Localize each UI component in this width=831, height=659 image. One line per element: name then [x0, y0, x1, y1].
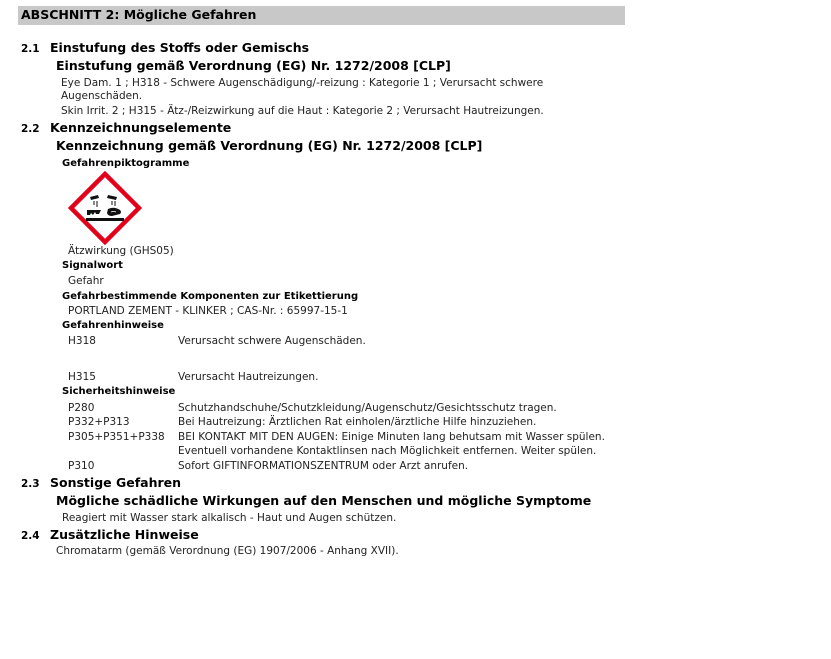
- classification-line: Skin Irrit. 2 ; H315 - Ätz-/Reizwirkung auf die Haut : Kategorie 2 ; Verursacht Hautreizungen.: [61, 105, 544, 117]
- other-hazards-text: Reagiert mit Wasser stark alkalisch - Haut und Augen schützen.: [62, 512, 397, 524]
- subheading-2-1: Einstufung gemäß Verordnung (EG) Nr. 1272/2008 [CLP]: [56, 58, 451, 73]
- components-heading: Gefahrbestimmende Komponenten zur Etikettierung: [62, 291, 359, 302]
- signal-word-heading: Signalwort: [62, 260, 123, 271]
- precaution-code: P310: [68, 460, 95, 472]
- signal-word-value: Gefahr: [68, 275, 104, 287]
- section-title: ABSCHNITT 2: Mögliche Gefahren: [21, 7, 257, 22]
- pictogram-heading: Gefahrenpiktogramme: [62, 158, 190, 169]
- section-number-2-4: 2.4: [21, 530, 40, 542]
- precaution-text: Bei Hautreizung: Ärztlichen Rat einholen/ärztliche Hilfe hinzuziehen.: [178, 416, 537, 428]
- precaution-text: Schutzhandschuhe/Schutzkleidung/Augenschutz/Gesichtsschutz tragen.: [178, 402, 557, 414]
- additional-info-text: Chromatarm (gemäß Verordnung (EG) 1907/2006 - Anhang XVII).: [56, 545, 399, 557]
- heading-2-2: Kennzeichnungselemente: [50, 120, 232, 135]
- precaution-code: P280: [68, 402, 95, 414]
- subheading-2-2: Kennzeichnung gemäß Verordnung (EG) Nr. 1272/2008 [CLP]: [56, 138, 483, 153]
- hazard-statements-heading: Gefahrenhinweise: [62, 320, 164, 331]
- pictogram-label: Ätzwirkung (GHS05): [68, 245, 174, 257]
- hazard-code: H318: [68, 335, 96, 347]
- classification-line: Augenschäden.: [61, 90, 143, 102]
- precaution-code: P305+P351+P338: [68, 431, 165, 443]
- hazard-text: Verursacht schwere Augenschäden.: [178, 335, 366, 347]
- section-number-2-1: 2.1: [21, 43, 40, 55]
- components-value: PORTLAND ZEMENT - KLINKER ; CAS-Nr. : 65997-15-1: [68, 305, 348, 317]
- precaution-text: Sofort GIFTINFORMATIONSZENTRUM oder Arzt anrufen.: [178, 460, 469, 472]
- classification-line: Eye Dam. 1 ; H318 - Schwere Augenschädigung/-reizung : Kategorie 1 ; Verursacht schwere: [61, 77, 544, 89]
- heading-2-3: Sonstige Gefahren: [50, 475, 182, 490]
- section-number-2-2: 2.2: [21, 123, 40, 135]
- precaution-text: Eventuell vorhandene Kontaktlinsen nach Möglichkeit entfernen. Weiter spülen.: [178, 445, 597, 457]
- precaution-code: P332+P313: [68, 416, 130, 428]
- hazard-code: H315: [68, 371, 96, 383]
- heading-2-1: Einstufung des Stoffs oder Gemischs: [50, 40, 310, 55]
- precautionary-statements-heading: Sicherheitshinweise: [62, 386, 176, 397]
- hazard-text: Verursacht Hautreizungen.: [178, 371, 319, 383]
- subheading-2-3: Mögliche schädliche Wirkungen auf den Menschen und mögliche Symptome: [56, 493, 592, 508]
- section-number-2-3: 2.3: [21, 478, 40, 490]
- precaution-text: BEI KONTAKT MIT DEN AUGEN: Einige Minuten lang behutsam mit Wasser spülen.: [178, 431, 605, 443]
- corrosion-ghs05-icon: [68, 171, 142, 245]
- heading-2-4: Zusätzliche Hinweise: [50, 527, 199, 542]
